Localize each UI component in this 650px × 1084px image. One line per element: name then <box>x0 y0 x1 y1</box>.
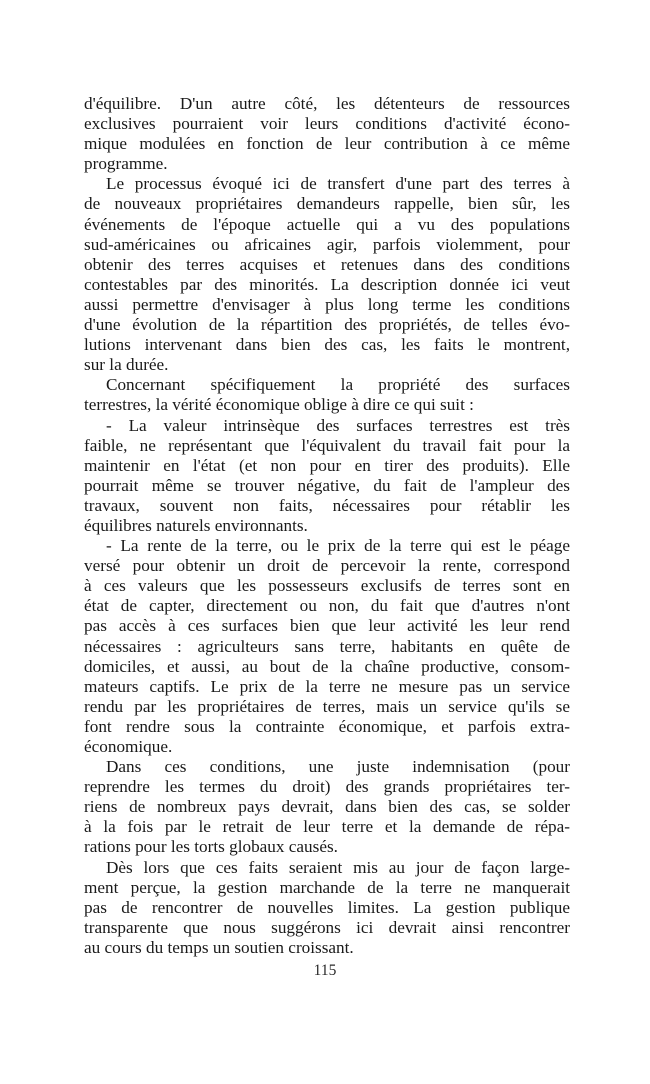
text-line: ment perçue, la gestion marchande de la terre ne manquerait <box>84 877 570 897</box>
text-line: rations pour les torts globaux causés. <box>84 837 338 857</box>
text-line: événements de l'époque actuelle qui a vu des populations <box>84 214 570 234</box>
text-line: programme. <box>84 154 168 174</box>
text-line: riens de nombreux pays devrait, dans bien des cas, se solder <box>84 797 570 817</box>
text-line: à la fois par le retrait de leur terre et la demande de répa- <box>84 817 570 837</box>
text-line: sud-américaines ou africaines agir, parfois violemment, pour <box>84 234 570 254</box>
text-line: transparente que nous suggérons ici devrait ainsi rencontrer <box>84 917 570 937</box>
text-line: faible, ne représentant que l'équivalent du travail fait pour la <box>84 435 570 455</box>
text-line: économique. <box>84 737 173 756</box>
text-line: pourrait même se trouver négative, du fait de l'ampleur des <box>84 475 570 495</box>
text-line: maintenir en l'état (et non pour en tirer des produits). Elle <box>84 455 570 475</box>
text-line: - La valeur intrinsèque des surfaces terrestres est très <box>106 415 570 435</box>
text-line: rendu par les propriétaires de terres, mais un service qu'ils se <box>84 696 570 716</box>
text-line: d'une évolution de la répartition des propriétés, de telles évo- <box>84 315 570 335</box>
text-line: équilibres naturels environnants. <box>84 515 308 535</box>
text-line: lutions intervenant dans bien des cas, les faits le montrent, <box>84 335 570 355</box>
text-line: à ces valeurs que les possesseurs exclusifs de terres sont en <box>84 576 570 596</box>
body-text <box>84 94 570 958</box>
text-line: travaux, souvent non faits, nécessaires pour rétablir les <box>84 495 570 515</box>
text-line: terrestres, la vérité économique oblige à dire ce qui suit : <box>84 395 474 415</box>
text-line: obtenir des terres acquises et retenues dans des conditions <box>84 254 570 274</box>
text-line: font rendre sous la contrainte économique, et parfois extra- <box>84 716 570 736</box>
page-number: 115 <box>313 962 337 979</box>
text-line: domiciles, et aussi, au bout de la chaîne productive, consom- <box>84 656 570 676</box>
text-line: - La rente de la terre, ou le prix de la terre qui est le péage <box>106 536 570 556</box>
text-line: Le processus évoqué ici de transfert d'une part des terres à <box>106 174 570 194</box>
text-line: aussi permettre d'envisager à plus long terme les conditions <box>84 294 570 314</box>
text-line: Dans ces conditions, une juste indemnisation (pour <box>106 757 570 777</box>
text-line: pas de rencontrer de nouvelles limites. La gestion publique <box>84 897 570 917</box>
text-line: Concernant spécifiquement la propriété des surfaces <box>106 375 570 395</box>
text-line: mateurs captifs. Le prix de la terre ne mesure pas un service <box>84 676 570 696</box>
text-line: mique modulées en fonction de leur contribution à ce même <box>84 134 570 154</box>
text-line: contestables par des minorités. La description donnée ici veut <box>84 274 570 294</box>
text-line: de nouveaux propriétaires demandeurs rappelle, bien sûr, les <box>84 194 570 214</box>
text-line: état de capter, directement ou non, du fait que d'autres n'ont <box>84 596 570 616</box>
text-line: nécessaires : agriculteurs sans terre, habitants en quête de <box>84 636 570 656</box>
text-line: d'équilibre. D'un autre côté, les détenteurs de ressources <box>84 94 570 113</box>
text-line: exclusives pourraient voir leurs conditions d'activité écono- <box>84 114 570 134</box>
text-line: sur la durée. <box>84 355 169 375</box>
text-line: pas accès à ces surfaces bien que leur activité les leur rend <box>84 616 570 636</box>
text-line: reprendre les termes du droit) des grands propriétaires ter- <box>84 777 570 797</box>
text-line: Dès lors que ces faits seraient mis au jour de façon large- <box>106 857 570 877</box>
text-line: au cours du temps un soutien croissant. <box>84 937 354 957</box>
text-line: versé pour obtenir un droit de percevoir la rente, correspond <box>84 556 570 576</box>
